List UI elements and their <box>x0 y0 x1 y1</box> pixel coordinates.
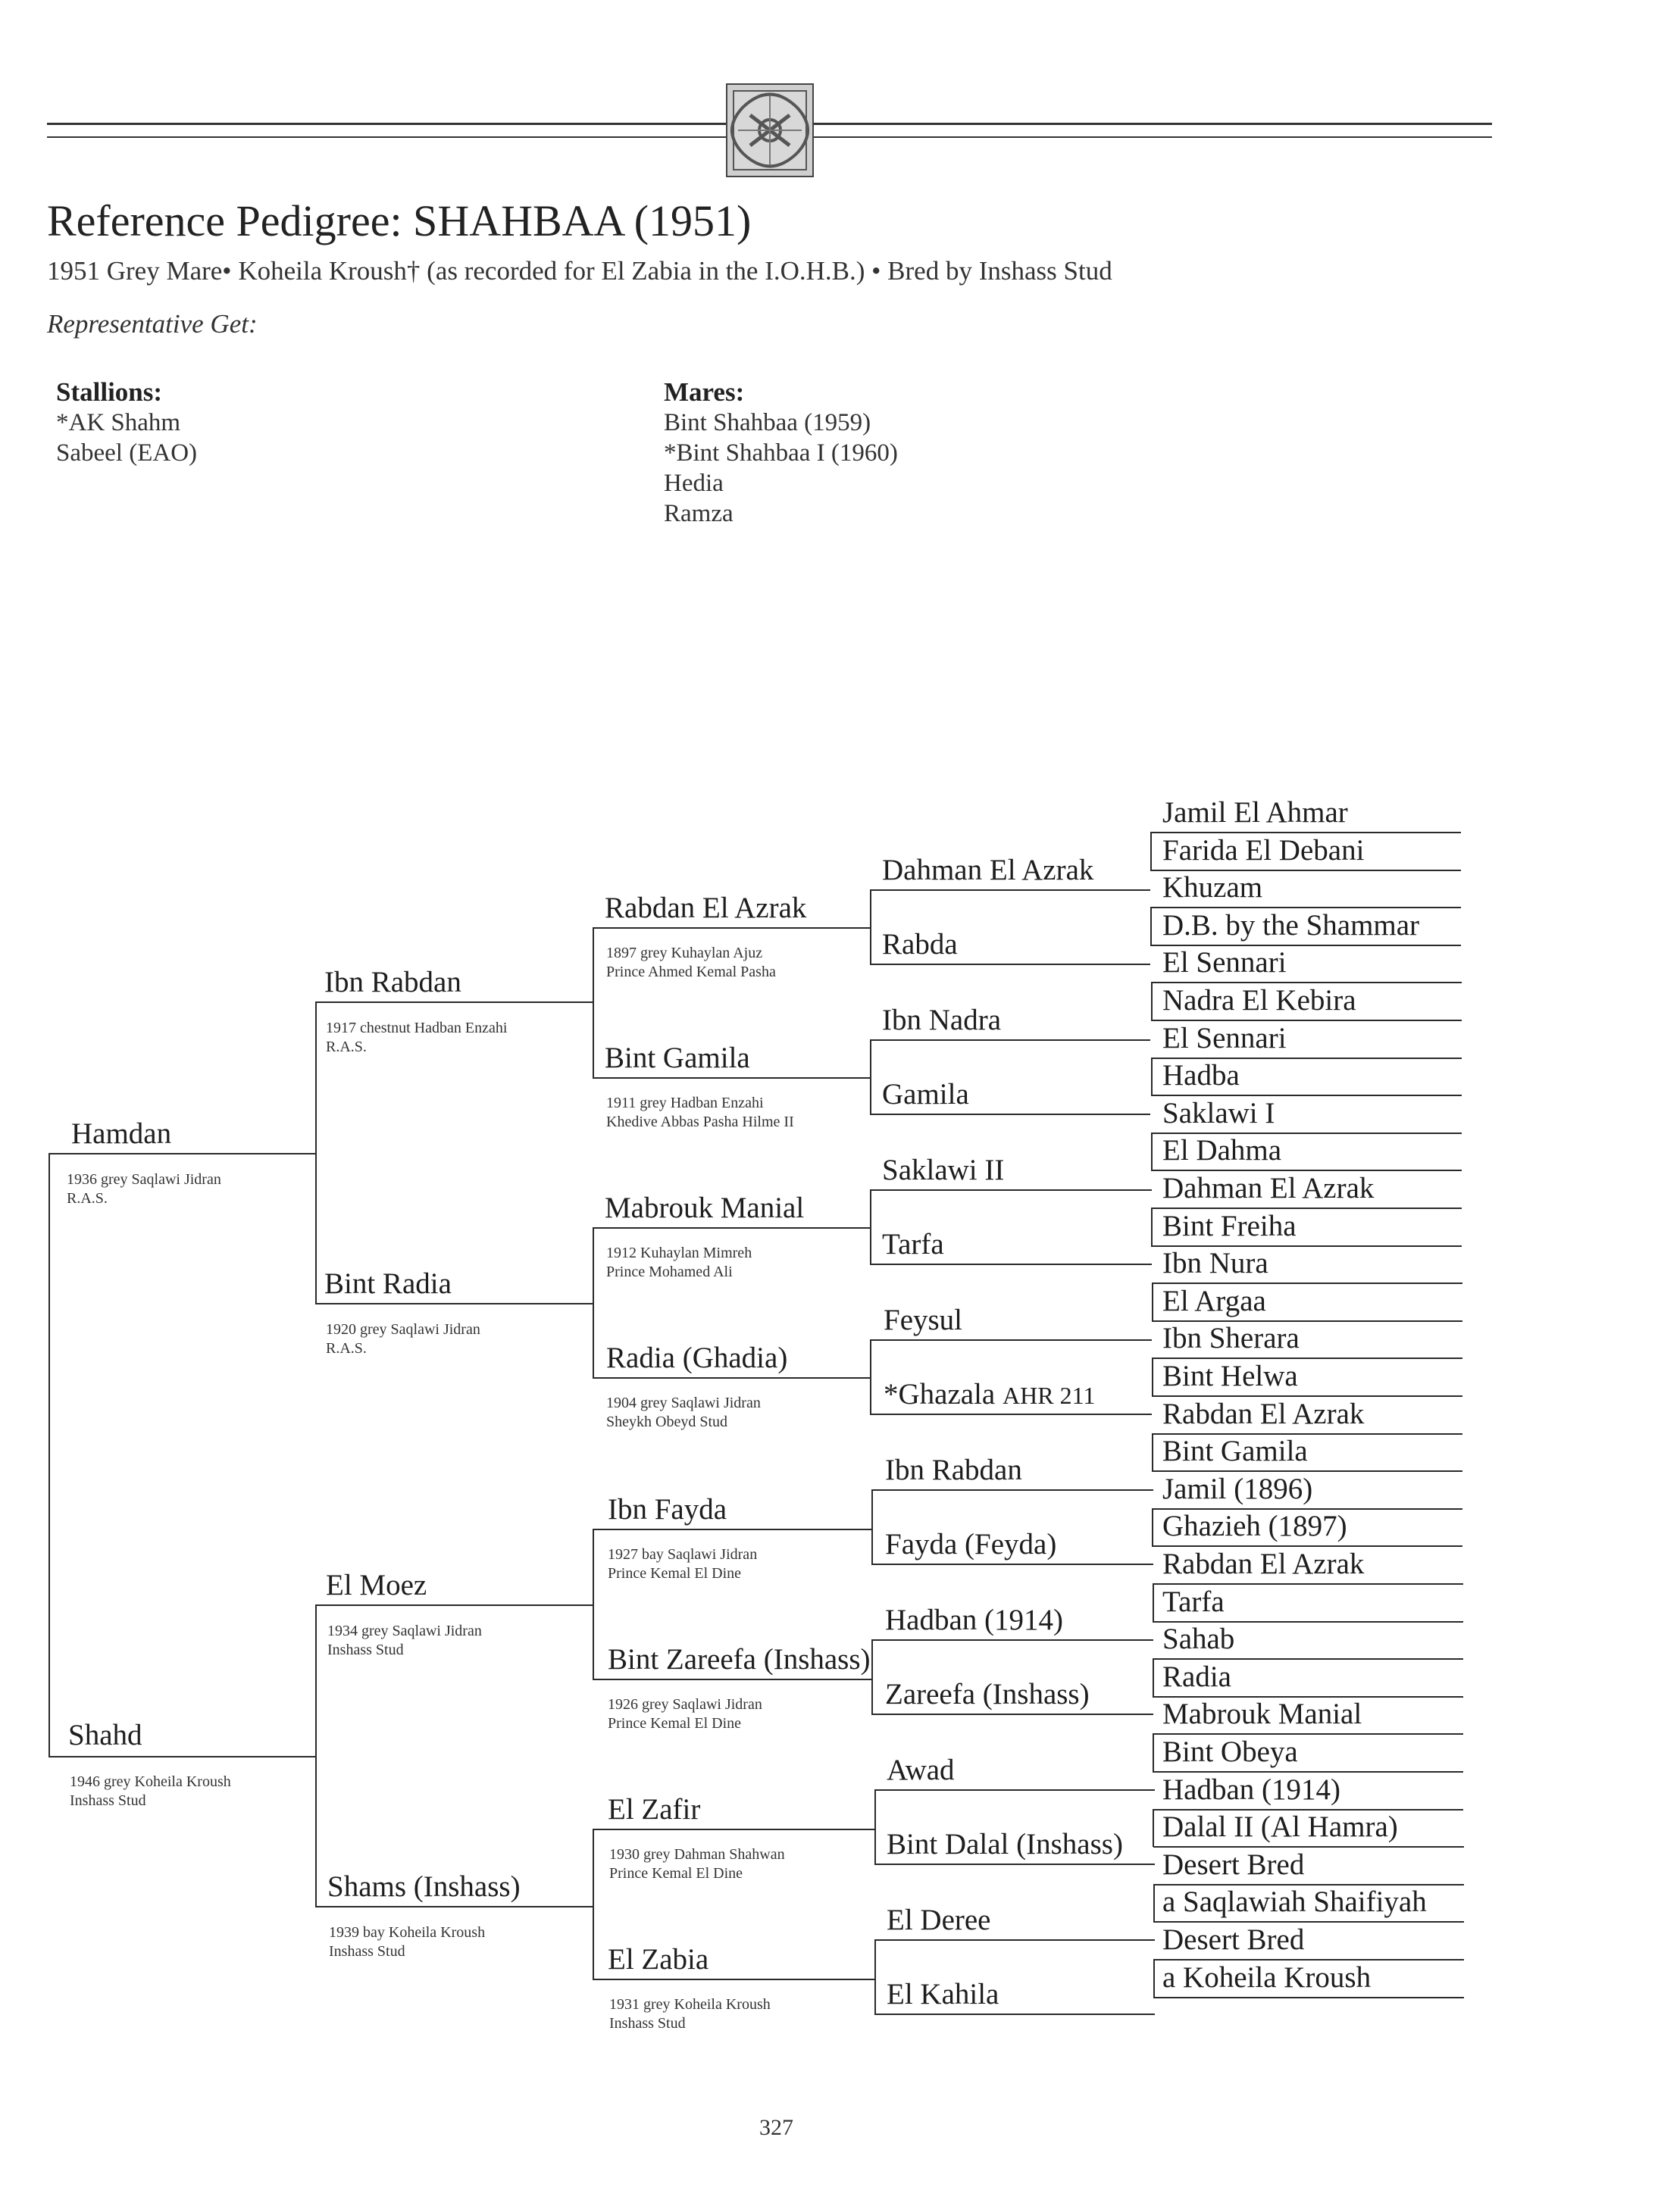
gen3-horse-name: El Zafir <box>608 1793 701 1826</box>
mare-item: Bint Shahbaa (1959) <box>664 409 871 436</box>
page-subtitle: 1951 Grey Mare• Koheila Kroush† (as recorded for El Zabia in the I.O.H.B.) • Bred by Inshass Stud <box>47 256 1112 286</box>
gen4-bracket <box>870 1339 871 1415</box>
gen5-horse-name: Sahab <box>1162 1623 1235 1655</box>
gen3-horse-info: 1931 grey Koheila Kroush <box>609 1996 771 2013</box>
gen5-bracket <box>1153 1583 1154 1621</box>
gen5-horse-name: Khuzam <box>1162 871 1263 904</box>
gen4-underline <box>871 1639 1153 1641</box>
gen5-horse-name: Desert Bred <box>1162 1848 1305 1881</box>
mare-item: *Bint Shahbaa I (1960) <box>664 439 898 467</box>
gen5-horse-name: Radia <box>1162 1661 1231 1693</box>
gen4-horse-name: Rabda <box>882 928 958 961</box>
gen4-underline <box>871 1714 1153 1715</box>
gen5-bracket <box>1151 1208 1153 1245</box>
gen3-bracket <box>593 1227 594 1379</box>
gen4-horse-name <box>884 1377 1095 1411</box>
gen5-bracket <box>1153 1884 1155 1922</box>
gen3-bracket <box>593 927 594 1079</box>
gen3-horse-info: 1926 grey Saqlawi Jidran <box>608 1696 762 1713</box>
gen3-horse-info: 1912 Kuhaylan Mimreh <box>606 1245 752 1261</box>
gen1-horse-breeder: R.A.S. <box>67 1190 108 1207</box>
gen5-horse-name: a Koheila Kroush <box>1162 1961 1372 1994</box>
gen5-underline <box>1153 1997 1464 1998</box>
gen3-horse-breeder: Khedive Abbas Pasha Hilme II <box>606 1114 794 1130</box>
gen3-horse-name: Mabrouk Manial <box>605 1192 805 1224</box>
gen3-underline <box>593 1529 871 1530</box>
page-title: Reference Pedigree: SHAHBAA (1951) <box>47 196 752 245</box>
gen4-horse-registry: AHR 211 <box>1003 1382 1096 1409</box>
gen4-horse-name: El Kahila <box>887 1978 999 2010</box>
gen4-underline <box>874 1864 1155 1865</box>
gen2-horse-breeder: R.A.S. <box>326 1039 367 1055</box>
gen5-horse-name: Bint Obeya <box>1162 1736 1298 1768</box>
gen3-underline <box>593 927 870 929</box>
gen4-bracket <box>871 1639 873 1715</box>
gen1-horse-breeder: Inshass Stud <box>70 1792 146 1809</box>
gen5-horse-name: Dahman El Azrak <box>1162 1172 1375 1204</box>
gen1-bracket <box>48 1153 50 1757</box>
gen5-horse-name: Hadban (1914) <box>1162 1773 1341 1806</box>
gen2-underline <box>315 1604 593 1606</box>
gen2-underline <box>315 1303 593 1304</box>
gen2-bracket <box>315 1604 317 1907</box>
gen5-horse-name: El Dahma <box>1162 1134 1282 1167</box>
gen4-underline <box>874 2014 1155 2015</box>
header-rule-left-bottom <box>47 136 726 138</box>
gen3-horse-breeder: Prince Kemal El Dine <box>609 1865 743 1882</box>
gen5-horse-name: Ghazieh (1897) <box>1162 1510 1347 1542</box>
gen4-horse-name: Bint Dalal (Inshass) <box>887 1828 1123 1861</box>
gen3-horse-info: 1911 grey Hadban Enzahi <box>606 1095 764 1111</box>
gen2-horse-info: 1917 chestnut Hadban Enzahi <box>326 1020 508 1036</box>
gen2-underline <box>315 1906 593 1907</box>
gen3-underline <box>593 1679 871 1680</box>
gen5-bracket <box>1150 907 1152 945</box>
gen3-underline <box>593 1077 870 1079</box>
gen3-horse-name: Rabdan El Azrak <box>605 892 807 924</box>
gen5-bracket <box>1151 982 1153 1020</box>
gen1-horse-name: Hamdan <box>71 1117 172 1150</box>
gen3-horse-breeder: Sheykh Obeyd Stud <box>606 1414 727 1430</box>
gen1-horse-info: 1936 grey Saqlawi Jidran <box>67 1171 221 1188</box>
header-rule-right-top <box>814 123 1492 125</box>
gen5-bracket <box>1152 1433 1153 1471</box>
gen4-bracket <box>870 889 871 965</box>
gen2-bracket <box>315 1001 317 1304</box>
header-rule-right-bottom <box>814 136 1492 138</box>
gen3-underline <box>593 1829 874 1830</box>
gen4-underline <box>870 964 1150 965</box>
gen3-horse-info: 1897 grey Kuhaylan Ajuz <box>606 945 763 961</box>
gen4-horse-name: Zareefa (Inshass) <box>885 1678 1090 1711</box>
gen5-horse-name: Bint Freiha <box>1162 1210 1297 1242</box>
stallion-item: Sabeel (EAO) <box>56 439 198 467</box>
gen5-bracket <box>1153 1809 1154 1847</box>
gen2-horse-name: Shams (Inshass) <box>327 1870 521 1903</box>
gen2-horse-info: 1939 bay Koheila Kroush <box>329 1924 486 1941</box>
gen5-horse-name: a Saqlawiah Shaifiyah <box>1162 1886 1427 1918</box>
gen4-horse-name: El Deree <box>887 1904 991 1936</box>
gen3-horse-info: 1930 grey Dahman Shahwan <box>609 1846 785 1863</box>
gen4-underline <box>870 1114 1150 1115</box>
gen5-horse-name: Rabdan El Azrak <box>1162 1548 1365 1580</box>
gen5-horse-name: El Sennari <box>1162 946 1287 979</box>
gen4-horse-name: Hadban (1914) <box>885 1604 1064 1636</box>
gen3-horse-name: El Zabia <box>608 1943 709 1976</box>
gen5-horse-name: Ibn Nura <box>1162 1247 1268 1279</box>
gen5-horse-name: Farida El Debani <box>1162 834 1365 867</box>
gen4-horse-name: Dahman El Azrak <box>882 854 1094 886</box>
gen4-underline <box>870 1189 1152 1191</box>
gen4-horse-name: Ibn Rabdan <box>885 1454 1022 1486</box>
gen2-horse-name: Bint Radia <box>324 1267 452 1300</box>
gen4-underline <box>870 1264 1152 1265</box>
gen3-horse-name: Radia (Ghadia) <box>606 1342 788 1374</box>
gen4-bracket <box>870 1039 871 1115</box>
gen5-horse-name: Tarfa <box>1162 1586 1225 1618</box>
gen2-horse-breeder: R.A.S. <box>326 1340 367 1357</box>
gen4-horse-name: Feysul <box>884 1304 963 1336</box>
gen5-horse-name: El Argaa <box>1162 1285 1266 1317</box>
gen2-horse-name: El Moez <box>326 1569 427 1601</box>
gen4-horse-name: Fayda (Feyda) <box>885 1528 1057 1561</box>
stallion-item: *AK Shahm <box>56 409 181 436</box>
gen4-underline <box>871 1489 1153 1491</box>
gen4-bracket <box>871 1489 873 1565</box>
gen5-horse-name: Jamil (1896) <box>1162 1473 1313 1505</box>
gen5-bracket <box>1153 1733 1154 1771</box>
mare-item: Ramza <box>664 500 734 527</box>
mare-item: Hedia <box>664 470 724 497</box>
gen5-horse-name: Hadba <box>1162 1059 1240 1092</box>
gen3-horse-breeder: Inshass Stud <box>609 2015 686 2032</box>
gen1-horse-info: 1946 grey Koheila Kroush <box>70 1773 231 1790</box>
gen3-underline <box>593 1227 870 1229</box>
gen4-horse-name: Gamila <box>882 1078 969 1111</box>
gen3-horse-breeder: Prince Mohamed Ali <box>606 1264 733 1280</box>
gen5-horse-name: D.B. by the Shammar <box>1162 909 1420 942</box>
gen3-underline <box>593 1377 870 1379</box>
gen5-bracket <box>1152 1358 1153 1395</box>
gen3-horse-breeder: Prince Kemal El Dine <box>608 1715 742 1732</box>
gen4-horse-name: Awad <box>887 1754 955 1786</box>
representative-get-label: Representative Get: <box>47 309 258 339</box>
gen3-horse-name: Bint Gamila <box>605 1042 750 1074</box>
gen4-horse-name: Ibn Nadra <box>882 1004 1002 1036</box>
gen3-horse-name: Ibn Fayda <box>608 1493 727 1526</box>
gen5-bracket <box>1151 1133 1153 1170</box>
gen2-horse-breeder: Inshass Stud <box>329 1943 405 1960</box>
gen5-horse-name: Dalal II (Al Hamra) <box>1162 1811 1398 1843</box>
gen5-horse-name: Jamil El Ahmar <box>1162 796 1348 829</box>
mares-heading: Mares: <box>664 377 745 407</box>
gen4-underline <box>874 1939 1155 1941</box>
gen4-horse-name: Saklawi II <box>882 1154 1005 1186</box>
gen1-underline <box>48 1756 315 1757</box>
gen4-horse-name-text: *Ghazala <box>884 1378 996 1411</box>
gen3-bracket <box>593 1529 594 1680</box>
gen5-horse-name: Ibn Sherara <box>1162 1322 1300 1354</box>
gen5-horse-name: Mabrouk Manial <box>1162 1698 1362 1730</box>
gen4-underline <box>870 1339 1152 1341</box>
gen5-bracket <box>1151 1058 1153 1095</box>
gen5-horse-name: Saklawi I <box>1162 1097 1275 1129</box>
gen2-horse-info: 1934 grey Saqlawi Jidran <box>327 1623 482 1639</box>
gen3-horse-info: 1927 bay Saqlawi Jidran <box>608 1546 758 1563</box>
gen3-bracket <box>593 1829 594 1980</box>
gen4-underline <box>870 1414 1152 1415</box>
gen5-horse-name: Rabdan El Azrak <box>1162 1398 1365 1430</box>
celtic-knot-ornament <box>726 83 814 177</box>
gen5-horse-name: Nadra El Kebira <box>1162 984 1356 1017</box>
gen1-underline <box>48 1153 315 1154</box>
gen3-horse-breeder: Prince Kemal El Dine <box>608 1565 742 1582</box>
gen4-underline <box>874 1789 1155 1791</box>
gen5-bracket <box>1152 1508 1153 1546</box>
stallions-heading: Stallions: <box>56 377 163 407</box>
gen2-underline <box>315 1001 593 1003</box>
gen5-horse-name: El Sennari <box>1162 1022 1287 1054</box>
gen5-bracket <box>1153 1959 1155 1997</box>
gen5-bracket <box>1152 1283 1153 1320</box>
gen2-horse-info: 1920 grey Saqlawi Jidran <box>326 1321 480 1338</box>
gen3-horse-name: Bint Zareefa (Inshass) <box>608 1643 871 1676</box>
gen4-bracket <box>870 1189 871 1265</box>
gen4-underline <box>871 1564 1153 1565</box>
gen5-horse-name: Desert Bred <box>1162 1923 1305 1956</box>
gen4-underline <box>870 1039 1150 1041</box>
gen3-underline <box>593 1979 874 1980</box>
gen2-horse-breeder: Inshass Stud <box>327 1642 404 1658</box>
gen4-bracket <box>874 1789 876 1865</box>
gen5-bracket <box>1153 1658 1154 1696</box>
gen4-horse-name: Tarfa <box>882 1228 944 1261</box>
gen2-horse-name: Ibn Rabdan <box>324 966 461 998</box>
gen5-horse-name: Bint Gamila <box>1162 1435 1308 1467</box>
gen5-horse-name: Bint Helwa <box>1162 1360 1298 1392</box>
page-number: 327 <box>759 2115 793 2140</box>
gen3-horse-breeder: Prince Ahmed Kemal Pasha <box>606 964 776 980</box>
gen5-bracket <box>1150 832 1152 870</box>
gen3-horse-info: 1904 grey Saqlawi Jidran <box>606 1395 761 1411</box>
header-rule-left-top <box>47 123 726 125</box>
gen1-horse-name: Shahd <box>68 1719 142 1751</box>
gen4-underline <box>870 889 1150 891</box>
gen4-bracket <box>874 1939 876 2015</box>
